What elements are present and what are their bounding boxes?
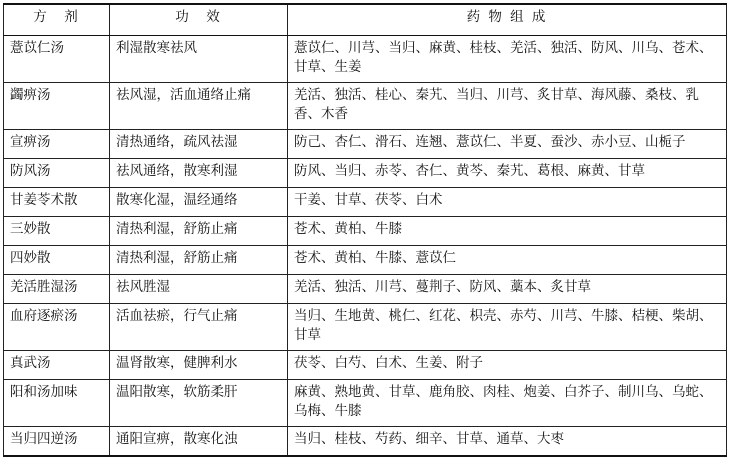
- formula-name: 蠲痹汤: [4, 83, 110, 130]
- table-row: [4, 83, 727, 130]
- table-row: [4, 130, 727, 159]
- formula-name: 血府逐瘀汤: [4, 304, 110, 351]
- table-row: [4, 36, 727, 83]
- table-header-row: [4, 4, 727, 36]
- formula-effect: 清热利湿，舒筋止痛: [110, 246, 288, 275]
- formula-composition: 防己、杏仁、滑石、连翘、薏苡仁、半夏、蚕沙、赤小豆、山栀子: [288, 130, 727, 159]
- formula-name: 甘姜苓术散: [4, 188, 110, 217]
- formula-composition: 干姜、甘草、茯苓、白术: [288, 188, 727, 217]
- table-row: [4, 380, 727, 427]
- table-row: [4, 427, 727, 457]
- formula-effect: 利湿散寒祛风: [110, 36, 288, 83]
- formula-composition: 羌活、独活、桂心、秦艽、当归、川芎、炙甘草、海风藤、桑枝、乳香、木香: [288, 83, 727, 130]
- formula-name: 四妙散: [4, 246, 110, 275]
- formula-effect: 散寒化湿，温经通络: [110, 188, 288, 217]
- formula-composition: 羌活、独活、川芎、蔓荆子、防风、藁本、炙甘草: [288, 275, 727, 304]
- table-row: [4, 275, 727, 304]
- table-row: [4, 304, 727, 351]
- formula-name: 羌活胜湿汤: [4, 275, 110, 304]
- formula-name: 真武汤: [4, 351, 110, 380]
- formula-effect: 活血祛瘀，行气止痛: [110, 304, 288, 351]
- formula-composition: 茯苓、白芍、白术、生姜、附子: [288, 351, 727, 380]
- formula-effect: 通阳宣痹，散寒化浊: [110, 427, 288, 457]
- formula-effect: 温阳散寒，软筋柔肝: [110, 380, 288, 427]
- formula-name: 薏苡仁汤: [4, 36, 110, 83]
- formula-effect: 祛风通络，散寒利湿: [110, 159, 288, 188]
- table-row: [4, 159, 727, 188]
- formula-name: 宣痹汤: [4, 130, 110, 159]
- formula-composition: 当归、桂枝、芍药、细辛、甘草、通草、大枣: [288, 427, 727, 457]
- formula-composition: 薏苡仁、川芎、当归、麻黄、桂枝、羌活、独活、防风、川乌、苍术、甘草、生姜: [288, 36, 727, 83]
- formula-composition: 苍术、黄柏、牛膝、薏苡仁: [288, 246, 727, 275]
- formula-table: [3, 3, 727, 457]
- table-row: [4, 188, 727, 217]
- formula-composition: 麻黄、熟地黄、甘草、鹿角胶、肉桂、炮姜、白芥子、制川乌、乌蛇、乌梅、牛膝: [288, 380, 727, 427]
- formula-composition: 当归、生地黄、桃仁、红花、枳壳、赤芍、川芎、牛膝、桔梗、柴胡、甘草: [288, 304, 727, 351]
- table-row: [4, 246, 727, 275]
- formula-effect: 祛风湿，活血通络止痛: [110, 83, 288, 130]
- header-formula: 方 剂: [4, 4, 110, 36]
- formula-composition: 防风、当归、赤苓、杏仁、黄芩、秦艽、葛根、麻黄、甘草: [288, 159, 727, 188]
- formula-name: 当归四逆汤: [4, 427, 110, 457]
- header-composition: 药 物 组 成: [288, 4, 727, 36]
- formula-name: 三妙散: [4, 217, 110, 246]
- formula-effect: 祛风胜湿: [110, 275, 288, 304]
- formula-name: 防风汤: [4, 159, 110, 188]
- table-row: [4, 217, 727, 246]
- formula-composition: 苍术、黄柏、牛膝: [288, 217, 727, 246]
- formula-effect: 清热通络，疏风祛湿: [110, 130, 288, 159]
- table-row: [4, 351, 727, 380]
- formula-effect: 温肾散寒，健脾利水: [110, 351, 288, 380]
- header-effect: 功 效: [110, 4, 288, 36]
- formula-name: 阳和汤加味: [4, 380, 110, 427]
- formula-effect: 清热利湿，舒筋止痛: [110, 217, 288, 246]
